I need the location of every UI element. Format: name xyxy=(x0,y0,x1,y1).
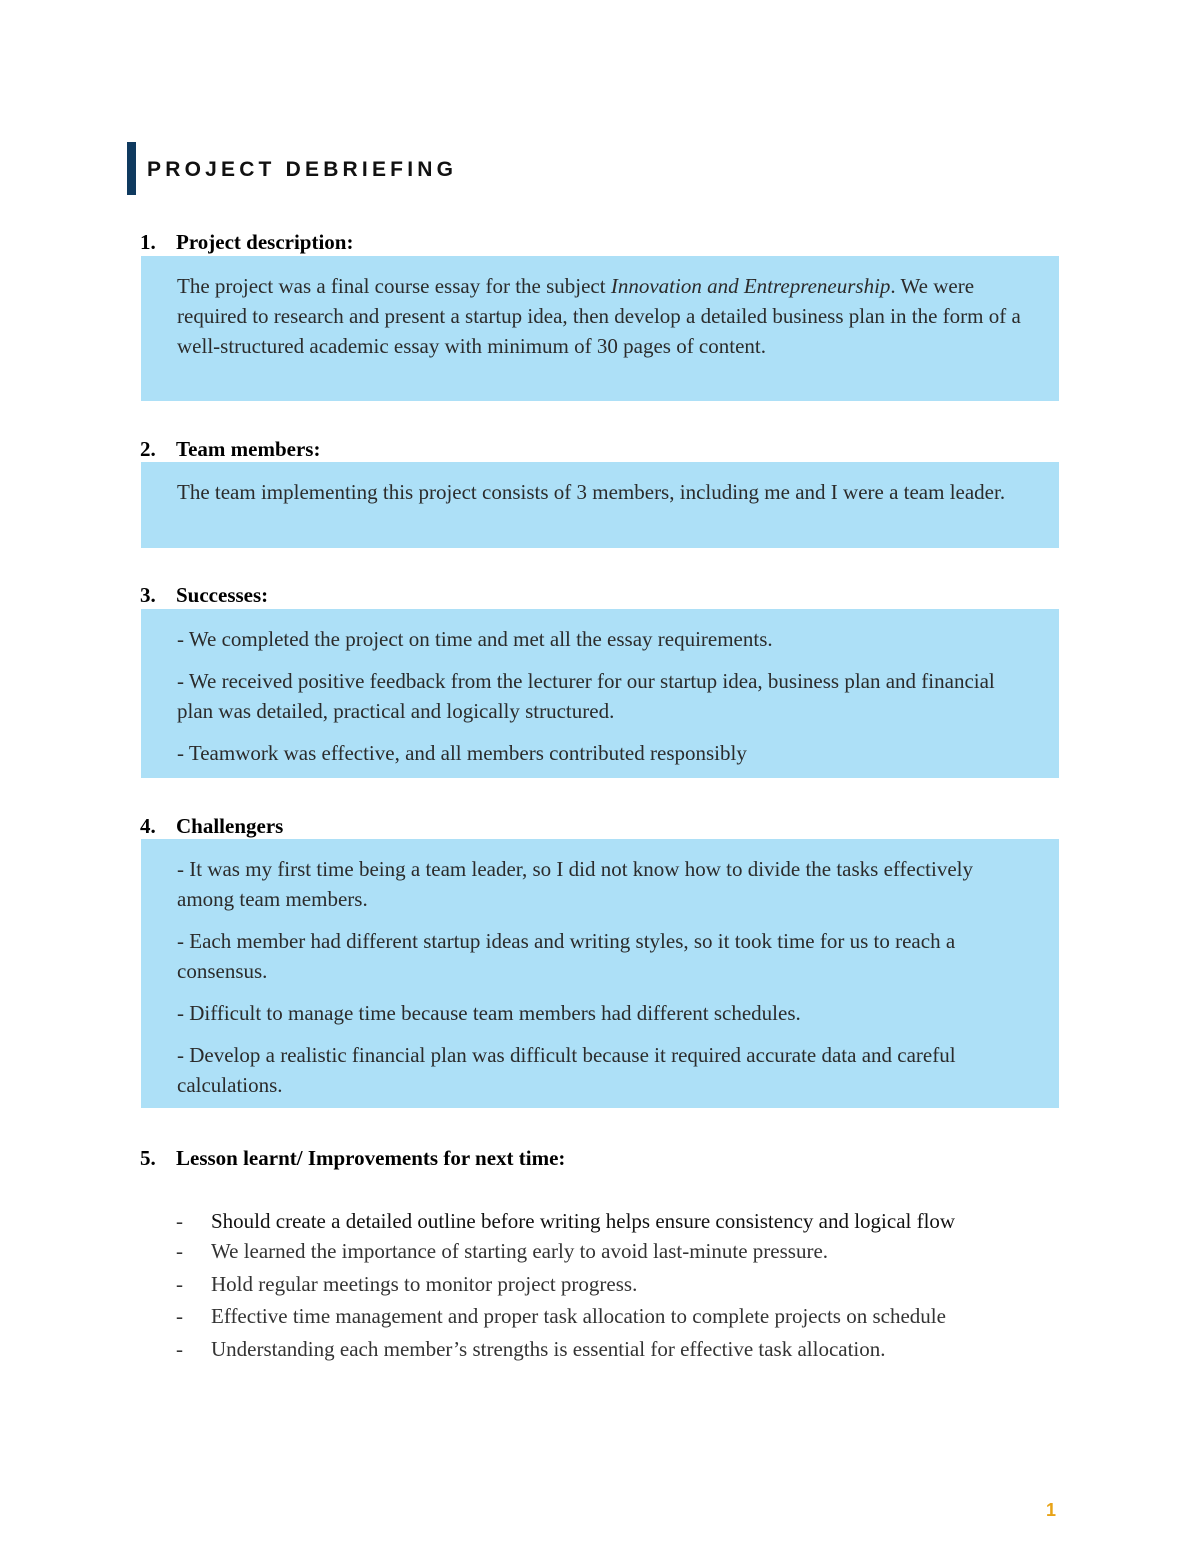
bullet-marker: - xyxy=(176,1336,183,1361)
list-item xyxy=(176,1301,1076,1334)
section-title: Project description: xyxy=(176,230,354,254)
list-item-text: We learned the importance of starting early to avoid last-minute pressure. xyxy=(211,1239,829,1263)
success-item: - Teamwork was effective, and all members contributed responsibly xyxy=(177,741,747,765)
lessons-list xyxy=(176,1206,1076,1366)
section-number: 3. xyxy=(140,583,156,607)
challenge-item: - Develop a realistic financial plan was difficult because it required accurate data and careful calculations. xyxy=(177,1043,956,1097)
section-heading-challengers xyxy=(140,814,283,839)
section-heading-lessons xyxy=(140,1146,565,1171)
list-item-text: Hold regular meetings to monitor project progress. xyxy=(211,1271,638,1296)
section-title: Challengers xyxy=(176,814,284,838)
challenge-item: - Difficult to manage time because team members had different schedules. xyxy=(177,1001,801,1025)
page-number: 1 xyxy=(1046,1500,1057,1520)
list-item-text: Understanding each member’s strengths is essential for effective task allocation. xyxy=(211,1336,886,1361)
subject-name: Innovation and Entrepreneurship xyxy=(610,274,891,298)
team-members-text: The team implementing this project consists of 3 members, including me and I were a team leader. xyxy=(177,480,1006,504)
section-title: Successes: xyxy=(176,583,269,607)
document-title: PROJECT DEBRIEFING xyxy=(147,158,458,181)
section-title: Team members: xyxy=(176,437,321,461)
challengers-box xyxy=(141,839,1059,1108)
team-members-box xyxy=(141,462,1059,548)
section-heading-project-description xyxy=(140,230,353,255)
bullet-marker: - xyxy=(176,1304,183,1328)
list-item xyxy=(176,1269,1076,1302)
section-number: 5. xyxy=(140,1146,156,1170)
description-text-start: The project was a final course essay for the subject xyxy=(177,274,611,298)
list-item-text: Should create a detailed outline before writing helps ensure consistency and logical flow xyxy=(211,1209,956,1233)
bullet-marker: - xyxy=(176,1271,183,1296)
success-item: - We received positive feedback from the lecturer for our startup idea, business plan and financial plan was detailed, practical and logically structured. xyxy=(177,669,995,723)
section-number: 4. xyxy=(140,814,156,838)
challenge-item: - It was my first time being a team leader, so I did not know how to divide the tasks effectively among team members. xyxy=(177,857,973,911)
section-heading-team-members xyxy=(140,437,320,462)
title-accent-bar xyxy=(127,142,136,195)
list-item xyxy=(176,1206,1076,1236)
list-item-text: Effective time management and proper task allocation to complete projects on schedule xyxy=(211,1304,946,1328)
successes-box xyxy=(141,609,1059,778)
project-description-text xyxy=(177,271,1029,361)
challenge-item: - Each member had different startup ideas and writing styles, so it took time for us to reach a consensus. xyxy=(177,929,956,983)
list-item xyxy=(176,1334,1076,1367)
bullet-marker: - xyxy=(176,1209,183,1233)
section-number: 2. xyxy=(140,437,156,461)
project-description-box xyxy=(141,256,1059,401)
section-heading-successes xyxy=(140,583,268,608)
list-item xyxy=(176,1236,1076,1269)
description-text-end: . We were required to research and present a startup idea, then develop a detailed business plan in the form of a well-structured academic essay with minimum of 30 pages of content. xyxy=(177,274,1021,358)
section-title: Lesson learnt/ Improvements for next time: xyxy=(176,1146,566,1170)
section-number: 1. xyxy=(140,230,156,254)
success-item: - We completed the project on time and met all the essay requirements. xyxy=(177,627,773,651)
bullet-marker: - xyxy=(176,1239,183,1263)
